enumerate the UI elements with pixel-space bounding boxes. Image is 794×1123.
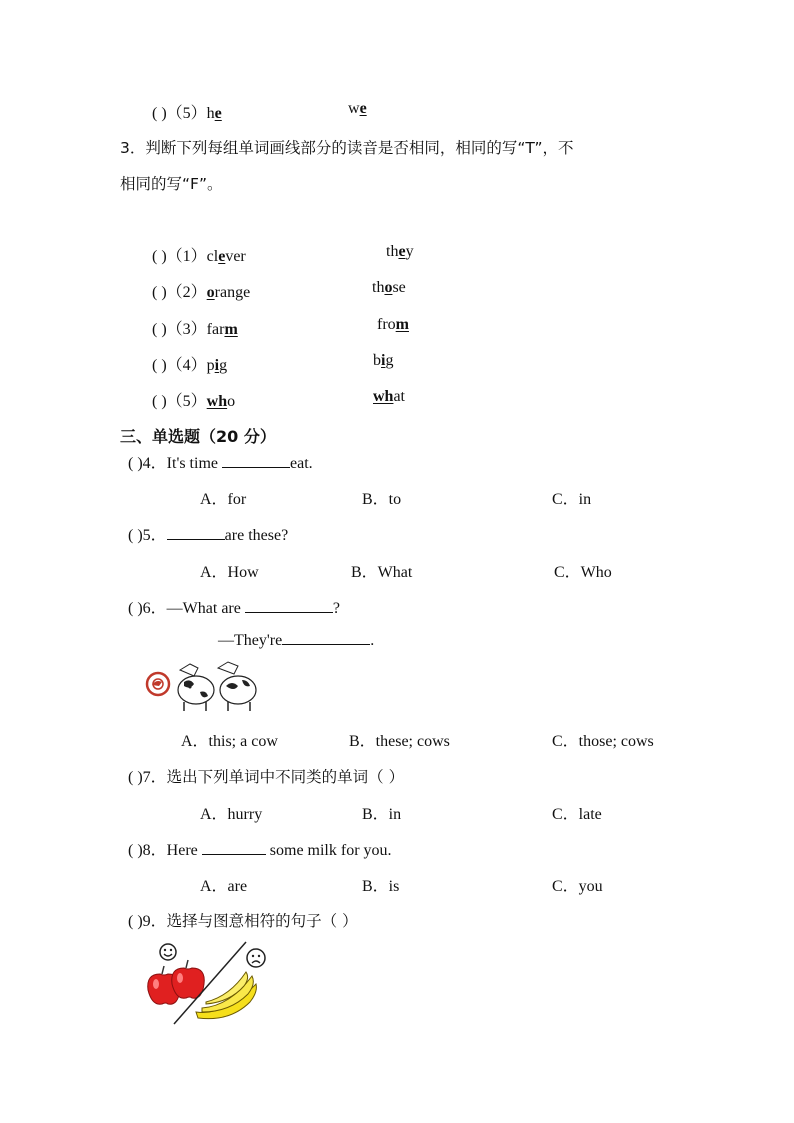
word-1: he — [206, 105, 222, 122]
q3-instruction-line2: 相同的写“F”。 — [120, 175, 223, 193]
q6-option-b[interactable]: B．these; cows — [349, 733, 450, 750]
q6-stem: ( )6．—What are ? — [128, 600, 340, 617]
q7-stem: ( )7．选出下列单词中不同类的单词（ ） — [128, 768, 405, 786]
item-number: （5） — [166, 105, 207, 122]
answer-paren[interactable]: ( ) — [152, 393, 167, 410]
q7-option-b[interactable]: B．in — [362, 806, 402, 823]
q3-item-3-word2: from — [377, 316, 409, 333]
q7-option-a[interactable]: A．hurry — [200, 806, 263, 823]
q7-option-c[interactable]: C．late — [552, 806, 602, 823]
frowning-face-icon — [247, 949, 265, 967]
answer-paren[interactable]: ( ) — [128, 600, 143, 617]
q5-option-a[interactable]: A．How — [200, 564, 259, 581]
fill-blank[interactable] — [222, 453, 290, 468]
q8-stem: ( )8．Here some milk for you. — [128, 842, 392, 859]
q3-item-1-word2: they — [386, 243, 414, 260]
answer-paren[interactable]: ( ) — [152, 321, 167, 338]
banana-icon — [196, 972, 256, 1019]
answer-paren[interactable]: ( ) — [128, 527, 143, 544]
q3-item-3: ( )（3）farm — [152, 321, 238, 338]
q3-instruction-line1: 3．判断下列每组单词画线部分的读音是否相同，相同的写“T”，不 — [120, 139, 574, 157]
cow-icon — [178, 664, 214, 711]
cows-picture — [144, 656, 264, 714]
smiley-face-icon — [160, 944, 176, 960]
fill-blank[interactable] — [282, 630, 370, 645]
fill-blank[interactable] — [245, 598, 333, 613]
pointing-hand-icon — [147, 673, 169, 695]
q6-option-c[interactable]: C．those; cows — [552, 733, 654, 750]
answer-paren[interactable]: ( ) — [128, 769, 143, 786]
q6-option-a[interactable]: A．this; a cow — [181, 733, 278, 750]
q3-item-5: ( )（5）who — [152, 393, 236, 410]
q5-option-c[interactable]: C．Who — [554, 564, 612, 581]
fill-blank[interactable] — [202, 840, 266, 855]
q4-option-b[interactable]: B．to — [362, 491, 402, 508]
answer-paren[interactable]: ( ) — [152, 357, 167, 374]
answer-paren[interactable]: ( ) — [152, 248, 167, 265]
answer-paren[interactable]: ( ) — [128, 455, 143, 472]
q9-stem: ( )9．选择与图意相符的句子（ ） — [128, 912, 358, 930]
fruit-picture — [142, 938, 272, 1030]
answer-paren[interactable]: ( ) — [152, 284, 167, 301]
q3-item-2: ( )（2）orange — [152, 284, 251, 301]
q6-answer-line: —They're . — [218, 632, 375, 649]
answer-paren[interactable]: ( ) — [152, 105, 167, 122]
q3-item-1: ( )（1）clever — [152, 248, 246, 265]
q8-option-c[interactable]: C．you — [552, 878, 603, 895]
section-title: 三、单选题（20 分） — [120, 427, 276, 446]
answer-paren[interactable]: ( ) — [128, 842, 143, 859]
q5-stem: ( )5． are these? — [128, 527, 289, 544]
q8-option-b[interactable]: B．is — [362, 878, 400, 895]
q3-item-5-word2: what — [373, 388, 405, 405]
q8-option-a[interactable]: A．are — [200, 878, 248, 895]
apple-icon — [172, 960, 205, 998]
q4-option-a[interactable]: A．for — [200, 491, 247, 508]
q3-item-4: ( )（4）pig — [152, 357, 228, 374]
q3-item-4-word2: big — [373, 352, 394, 369]
q3-item-2-word2: those — [372, 279, 406, 296]
q4-option-c[interactable]: C．in — [552, 491, 592, 508]
part2-item5 — [152, 100, 222, 123]
fill-blank[interactable] — [167, 525, 225, 540]
cow-icon — [218, 662, 256, 711]
answer-paren[interactable]: ( ) — [128, 913, 143, 930]
part2-item5-word2: we — [348, 100, 367, 117]
q4-stem: ( )4．It's time eat. — [128, 455, 313, 472]
q5-option-b[interactable]: B．What — [351, 564, 413, 581]
